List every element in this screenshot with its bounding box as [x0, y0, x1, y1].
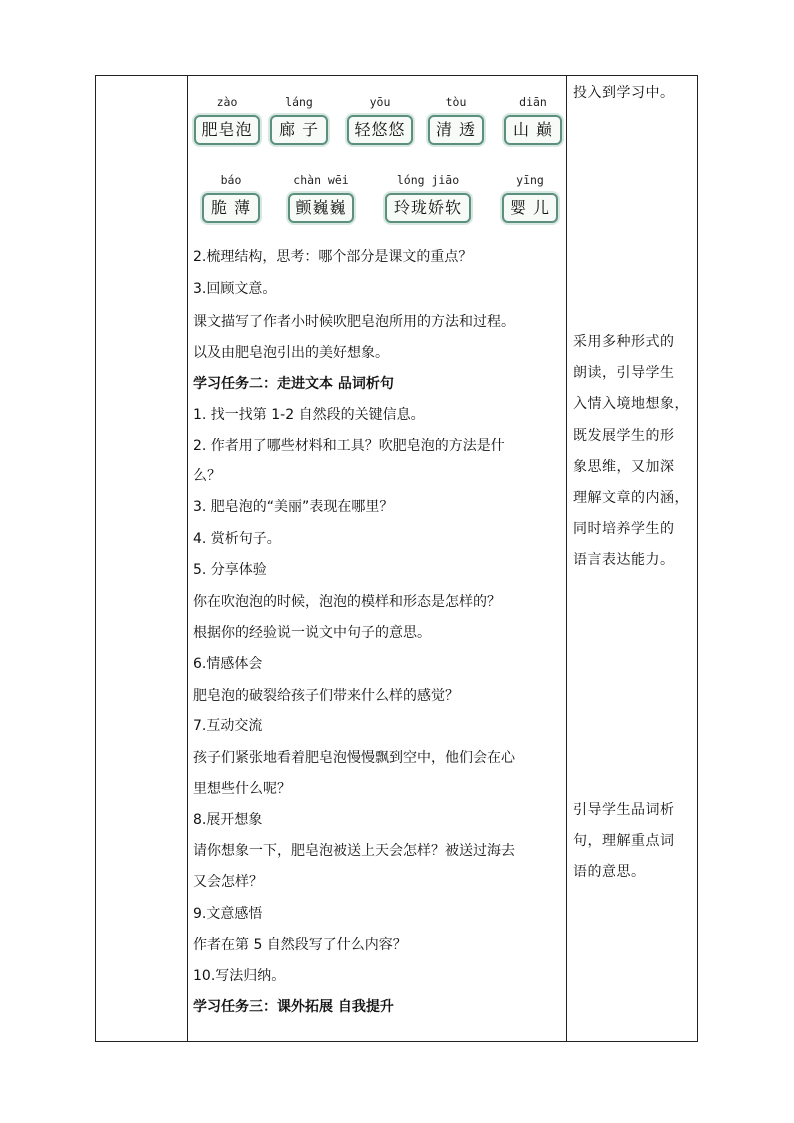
- note-line: 句，理解重点词: [573, 833, 675, 849]
- vocab-word: 玲珑娇软: [385, 193, 471, 223]
- content-line: 以及由肥皂泡引出的美好想象。: [193, 345, 389, 361]
- vocab-word: 廊 子: [270, 115, 328, 145]
- note-line: 语的意思。: [573, 864, 646, 880]
- vocab-card: [347, 95, 413, 145]
- content-line: 你在吹泡泡的时候，泡泡的模样和形态是怎样的？: [193, 594, 501, 610]
- content-line: 课文描写了作者小时候吹肥皂泡所用的方法和过程。: [193, 314, 515, 330]
- note-line: 理解文章的内涵，: [573, 490, 689, 506]
- content-line: 又会怎样？: [193, 874, 263, 890]
- vocab-word: 肥皂泡: [194, 115, 260, 145]
- content-line: 9.文意感悟: [193, 906, 263, 922]
- content-line: 10.写法归纳。: [193, 968, 286, 984]
- note-line: 语言表达能力。: [573, 552, 675, 568]
- vocab-word: 婴 儿: [502, 193, 558, 223]
- vocab-word: 山 巅: [504, 115, 562, 145]
- vocab-pinyin: lóng jiāo: [396, 173, 460, 187]
- content-line: 孩子们紧张地看着肥皂泡慢慢飘到空中，他们会在心: [193, 750, 515, 766]
- vocab-pinyin: zào: [216, 95, 238, 109]
- vocab-pinyin: diān: [519, 95, 547, 109]
- content-line: 7.互动交流: [193, 718, 263, 734]
- content-line: 2. 作者用了哪些材料和工具？吹肥皂泡的方法是什: [193, 438, 505, 454]
- content-line: 3. 肥皂泡的“美丽”表现在哪里？: [193, 499, 394, 515]
- vocab-word: 脆 薄: [202, 193, 260, 223]
- vocab-pinyin: tòu: [445, 95, 467, 109]
- content-line: 6.情感体会: [193, 656, 263, 672]
- vocab-card: [502, 173, 558, 223]
- vocab-pinyin: chàn wēi: [293, 173, 349, 187]
- content-line: 肥皂泡的破裂给孩子们带来什么样的感觉？: [193, 688, 459, 704]
- note-line: 同时培养学生的: [573, 521, 675, 537]
- content-line: 请你想象一下，肥皂泡被送上天会怎样？被送过海去: [193, 843, 515, 859]
- vocab-card: [428, 95, 484, 145]
- vocab-card: [288, 173, 354, 223]
- content-line: 4. 赏析句子。: [193, 531, 281, 547]
- vocab-card: [202, 173, 260, 223]
- content-line: 2.梳理结构，思考：哪个部分是课文的重点？: [193, 249, 473, 265]
- vocab-pinyin: láng: [285, 95, 313, 109]
- content-line: 3.回顾文意。: [193, 281, 277, 297]
- content-line: 5. 分享体验: [193, 562, 267, 578]
- vocab-pinyin: báo: [220, 173, 242, 187]
- column-divider-1: [187, 76, 188, 1041]
- content-line: 根据你的经验说一说文中句子的意思。: [193, 625, 431, 641]
- content-line: 里想些什么呢？: [193, 781, 291, 797]
- content-line: 1. 找一找第 1-2 自然段的关键信息。: [193, 407, 425, 423]
- vocab-card: [194, 95, 260, 145]
- content-line: 么？: [193, 468, 221, 484]
- note-line: 采用多种形式的: [573, 334, 675, 350]
- note-line: 朗读，引导学生: [573, 365, 675, 381]
- vocab-pinyin: yōu: [369, 95, 391, 109]
- task-heading: 学习任务三：课外拓展 自我提升: [193, 999, 394, 1015]
- note-line: 投入到学习中。: [573, 85, 675, 101]
- vocab-word: 颤巍巍: [288, 193, 354, 223]
- vocab-word: 清 透: [428, 115, 484, 145]
- task-heading: 学习任务二：走进文本 品词析句: [193, 376, 394, 392]
- note-line: 入情入境地想象，: [573, 396, 689, 412]
- content-line: 8.展开想象: [193, 812, 263, 828]
- column-divider-2: [566, 76, 567, 1041]
- note-line: 象思维，又加深: [573, 459, 675, 475]
- vocab-card: [385, 173, 471, 223]
- content-line: 作者在第 5 自然段写了什么内容？: [193, 937, 407, 953]
- vocab-card: [504, 95, 562, 145]
- vocab-word: 轻悠悠: [347, 115, 413, 145]
- vocab-card: [270, 95, 328, 145]
- vocab-pinyin: yīng: [516, 173, 544, 187]
- note-line: 既发展学生的形: [573, 428, 675, 444]
- note-line: 引导学生品词析: [573, 802, 675, 818]
